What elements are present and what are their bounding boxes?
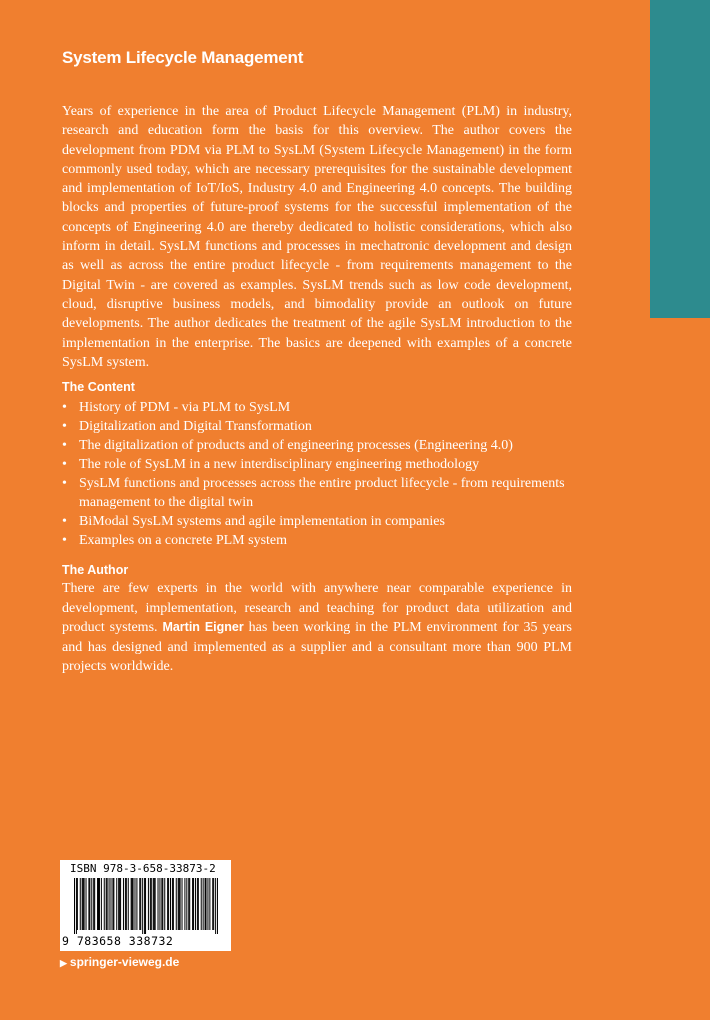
barcode-bar [77,878,78,930]
barcode-bar [101,878,102,930]
barcode-bar [97,878,98,930]
list-item: • SysLM functions and processes across the entire product lifecycle - from requirements management to the digital twin [62,476,565,510]
barcode-bar [192,878,193,930]
barcode-bar [203,878,204,930]
barcode-bar [205,878,206,930]
barcode-bar [112,878,113,930]
barcode-bar [119,878,120,930]
barcode-bar [110,878,111,930]
barcode-bar [134,878,135,930]
isbn-label: ISBN 978-3-658-33873-2 [70,862,216,875]
barcode-bar [189,878,190,930]
author-name: Martin Eigner [162,620,244,634]
bullet-icon: • [62,400,67,415]
barcode-bar [154,878,155,930]
barcode-bar [170,878,171,930]
list-item: • BiModal SysLM systems and agile implementation in companies [62,514,445,529]
barcode-bar [180,878,181,930]
list-item: • Digitalization and Digital Transformation [62,419,312,434]
barcode-bar [98,878,99,930]
barcode-bar [164,878,165,930]
barcode-bar [88,878,89,930]
barcode-bar [113,878,114,930]
bullet-icon: • [62,457,67,472]
barcode-bar [116,878,117,930]
arrow-right-icon: ▶ [60,958,67,968]
barcode-bar [136,878,137,930]
content-list [62,398,582,550]
barcode-bar [139,878,140,930]
barcode-digits: 9 783658 338732 [62,934,174,948]
barcode-bar [207,878,208,930]
barcode-bar [94,878,95,930]
barcode-bar [198,878,199,930]
barcode-bar [212,878,213,930]
author-heading: The Author [62,563,129,577]
barcode-bar [93,878,94,930]
barcode-bar [153,878,154,930]
barcode-bar [106,878,107,930]
content-heading: The Content [62,380,135,394]
list-item: • The role of SysLM in a new interdisciplinary engineering methodology [62,457,480,472]
barcode-bar [195,878,196,930]
barcode-bar [109,878,110,930]
barcode-bar [161,878,162,930]
bullet-icon: • [62,533,67,548]
barcode-bar [215,878,216,934]
barcode-bar [217,878,218,934]
barcode-bar [167,878,168,930]
barcode-bar [104,878,105,930]
barcode-bar [133,878,134,930]
barcode-bar [197,878,198,930]
barcode-bar [107,878,108,930]
barcode-bar [188,878,189,930]
book-blurb: Years of experience in the area of Product Lifecycle Management (PLM) in industry, research and education form the basis for this overview. The author covers the development from PDM via PLM to SysLM (System Lifecycle Management) in the form commonly used today, which are necessary prerequisites for the sustainable development and implementation of IoT/IoS, Industry 4.0 and Engineering 4.0 concepts. The building blocks and properties of future-proof systems for the successful implementation of the concepts of Engineering 4.0 are thereby dedicated to holistic considerations, which also inform in detail. SysLM functions and processes in mechatronic development and design as well as across the entire product lifecycle - from requirements management to the Digital Twin - are covered as examples. SysLM trends such as low code development, cloud, disruptive business models, and bimodality provide an outlook on future developments. The author dedicates the treatment of the agile SysLM introduction to the implementation in the enterprise. The basics are deepened with examples of a concrete SysLM system. [62,104,572,370]
barcode-bar [148,878,149,930]
barcode-bar [184,878,185,930]
barcode-bar [131,878,132,930]
barcode-bar [140,878,141,930]
barcode-bar [144,878,145,934]
barcode-bar [145,878,146,934]
barcode-bar [201,878,202,930]
barcode-bar [120,878,121,930]
barcode-bars [74,878,218,934]
barcode-bar [84,878,85,930]
list-item: • Examples on a concrete PLM system [62,533,288,548]
list-item: • The digitalization of products and of engineering processes (Engineering 4.0) [62,438,513,453]
barcode-bar [76,878,77,934]
list-item: • History of PDM - via PLM to SysLM [62,400,291,415]
barcode-bar [91,878,92,930]
accent-strip [650,0,710,318]
barcode-bar [178,878,179,930]
barcode-bar [118,878,119,930]
barcode-bar [151,878,152,930]
barcode-bar [209,878,210,930]
publisher-website[interactable]: ▶ springer-vieweg.de [60,955,180,969]
barcode-bar [176,878,177,930]
barcode-bar [206,878,207,930]
barcode [60,860,231,951]
barcode-bar [159,878,160,930]
bullet-icon: • [62,419,67,434]
barcode-bar [193,878,194,930]
barcode-bar [150,878,151,930]
barcode-bar [86,878,87,930]
barcode-bar [89,878,90,930]
barcode-bar [132,878,133,930]
barcode-bar [82,878,83,930]
barcode-bar [173,878,174,930]
bullet-icon: • [62,438,67,453]
barcode-bar [179,878,180,930]
barcode-bar [172,878,173,930]
barcode-bar [158,878,159,930]
barcode-bar [83,878,84,930]
barcode-bar [168,878,169,930]
barcode-bar [74,878,75,934]
barcode-bar [182,878,183,930]
barcode-bar [99,878,100,930]
bullet-icon: • [62,476,67,491]
barcode-bar [186,878,187,930]
barcode-bar [123,878,124,930]
barcode-bar [80,878,81,930]
book-title: System Lifecycle Management [62,48,304,67]
bullet-icon: • [62,514,67,529]
barcode-bar [128,878,129,930]
barcode-bar [142,878,143,934]
barcode-bar [155,878,156,930]
barcode-bar [162,878,163,930]
barcode-bar [125,878,126,930]
barcode-bar [126,878,127,930]
barcode-bar [213,878,214,930]
author-bio: There are few experts in the world with anywhere near comparable experience in development, implementation, research and teaching for product data utilization and product systems. Martin Eigner has been working in the PLM environment for 35 years and has designed and implemented as a supplier and a consultant more than 900 PLM projects worldwide. [62,581,573,674]
